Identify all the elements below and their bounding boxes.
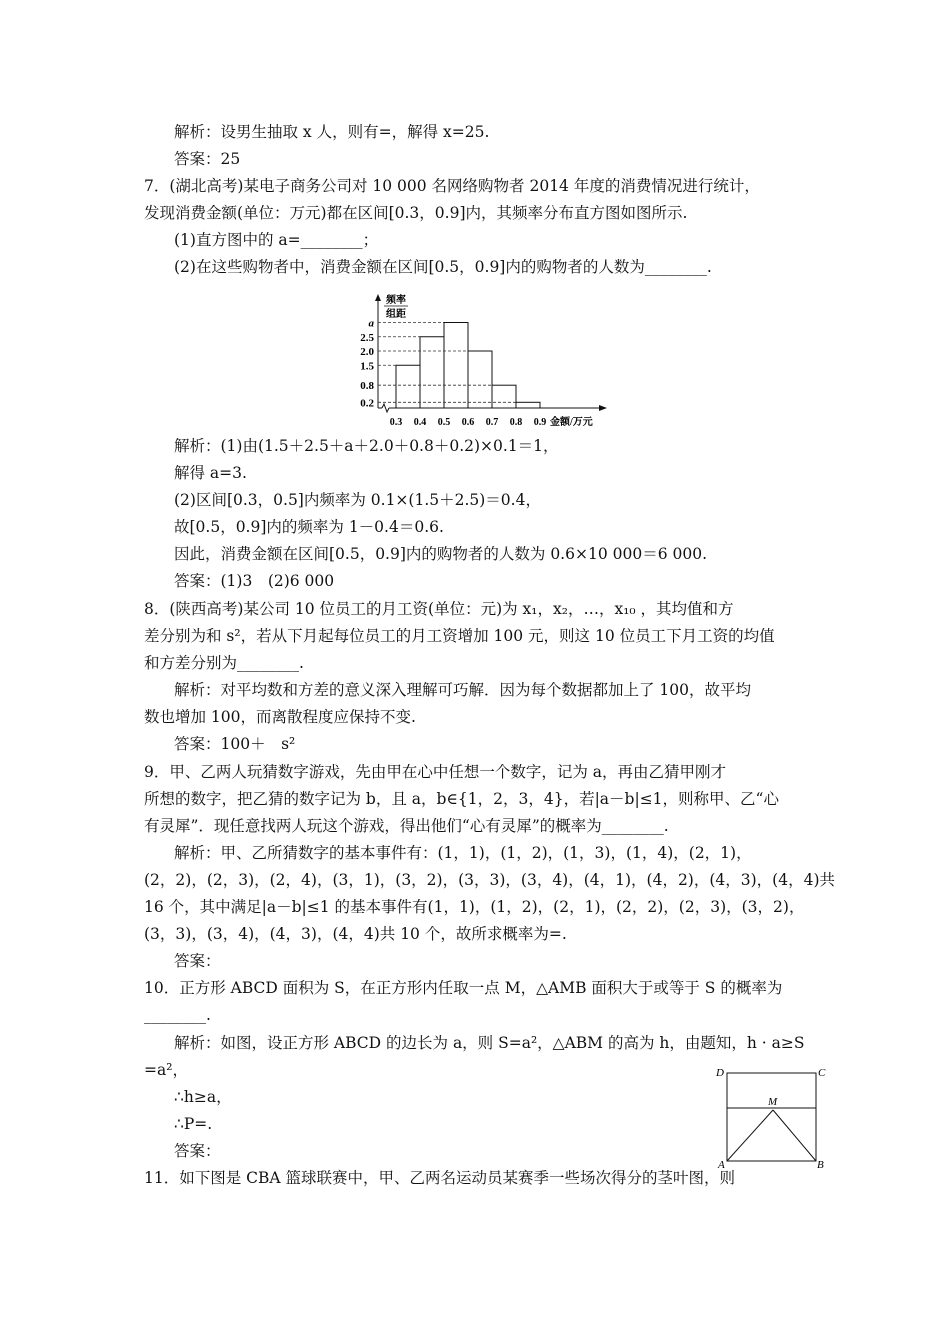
bar-3 bbox=[468, 351, 492, 408]
line-31: ∴h≥a， bbox=[174, 1088, 232, 1106]
x-axis-break bbox=[382, 404, 389, 412]
line-29: 解析：如图，设正方形 ABCD 的边长为 a，则 S=a²，△ABM 的高为 h，由题知，h · a≥S bbox=[174, 1034, 805, 1052]
label-a: A bbox=[718, 1159, 725, 1171]
y-label-top: 频率 bbox=[386, 295, 406, 306]
line-28: ________. bbox=[144, 1006, 211, 1024]
line-33: 答案： bbox=[174, 1142, 221, 1160]
line-32: ∴P=. bbox=[174, 1115, 213, 1133]
x-tick-label-1: 0.4 bbox=[413, 417, 427, 428]
x-tick-label-0: 0.3 bbox=[389, 417, 403, 428]
segment-am bbox=[727, 1110, 773, 1161]
line-14: 差分别为和 s²，若从下月起每位员工的月工资增加 100 元，则这 10 位员工下月工资的均值 bbox=[144, 627, 775, 645]
x-tick-label-4: 0.7 bbox=[485, 417, 499, 428]
segment-mb bbox=[773, 1110, 816, 1161]
line-10: 故[0.5，0.9]内的频率为 1－0.4＝0.6. bbox=[174, 518, 444, 536]
line-13: 8．(陕西高考)某公司 10 位员工的月工资(单位：元)为 x₁，x₂，…，x₁₀ ，其均值和方 bbox=[144, 600, 734, 618]
line-17: 数也增加 100，而离散程度应保持不变. bbox=[144, 708, 416, 726]
line-22: 解析：甲、乙所猜数字的基本事件有：(1，1)，(1，2)，(1，3)，(1，4)，(2，1)， bbox=[174, 844, 752, 862]
line-15: 和方差分别为________. bbox=[144, 654, 304, 672]
x-tick-label-3: 0.6 bbox=[461, 417, 475, 428]
y-tick-label-2: a bbox=[368, 317, 374, 330]
bar-2 bbox=[444, 323, 468, 409]
line-30: =a²， bbox=[144, 1061, 188, 1079]
line-21: 有灵犀”．现任意找两人玩这个游戏，得出他们“心有灵犀”的概率为________. bbox=[144, 817, 669, 835]
line-34: 11．如下图是 CBA 篮球联赛中，甲、乙两名运动员某赛季一些场次得分的茎叶图，则 bbox=[144, 1169, 736, 1187]
line-9: (2)区间[0.3，0.5]内频率为 0.1×(1.5＋2.5)＝0.4， bbox=[174, 491, 541, 509]
x-axis-label: 金额/万元 bbox=[550, 417, 593, 428]
label-d: D bbox=[716, 1067, 724, 1079]
histogram-chart bbox=[336, 288, 652, 430]
label-m: M bbox=[768, 1096, 778, 1108]
line-20: 所想的数字，把乙猜的数字记为 b，且 a，b∈{1，2，3，4}，若|a－b|≤1，则称甲、乙“心 bbox=[144, 790, 779, 808]
line-19: 9．甲、乙两人玩猜数字游戏，先由甲在心中任想一个数字，记为 a，再由乙猜甲刚才 bbox=[144, 763, 727, 781]
line-18: 答案：100＋ s² bbox=[174, 735, 296, 753]
label-c: C bbox=[818, 1067, 826, 1079]
y-axis-arrow bbox=[375, 294, 381, 301]
square-figure bbox=[710, 1064, 830, 1174]
line-4: 发现消费金额(单位：万元)都在区间[0.3，0.9]内，其频率分布直方图如图所示. bbox=[144, 204, 688, 222]
line-12: 答案：(1)3 (2)6 000 bbox=[174, 572, 335, 590]
bar-5 bbox=[516, 402, 540, 408]
square-outline bbox=[727, 1073, 816, 1161]
y-tick-label-4: 0.8 bbox=[360, 380, 374, 393]
line-5: (1)直方图中的 a=________； bbox=[174, 231, 379, 249]
line-26: 答案： bbox=[174, 952, 221, 970]
line-8: 解得 a=3. bbox=[174, 464, 247, 482]
x-tick-label-2: 0.5 bbox=[437, 417, 451, 428]
y-label-bottom: 组距 bbox=[386, 309, 406, 320]
line-3: 7．(湖北高考)某电子商务公司对 10 000 名网络购物者 2014 年度的消费情况进行统计， bbox=[144, 177, 760, 195]
bar-1 bbox=[420, 337, 444, 408]
line-27: 10．正方形 ABCD 面积为 S，在正方形内任取一点 M，△AMB 面积大于或等于 S 的概率为 bbox=[144, 979, 783, 997]
x-tick-label-6: 0.9 bbox=[533, 417, 547, 428]
y-tick-label-0: 1.5 bbox=[360, 360, 374, 373]
line-1: 解析：设男生抽取 x 人，则有=，解得 x=25. bbox=[174, 123, 490, 141]
line-6: (2)在这些购物者中，消费金额在区间[0.5，0.9]内的购物者的人数为________. bbox=[174, 258, 712, 276]
y-tick-label-5: 0.2 bbox=[360, 397, 374, 410]
bar-4 bbox=[492, 385, 516, 408]
x-tick-label-5: 0.8 bbox=[509, 417, 523, 428]
line-11: 因此，消费金额在区间[0.5，0.9]内的购物者的人数为 0.6×10 000＝6 000. bbox=[174, 545, 707, 563]
line-16: 解析：对平均数和方差的意义深入理解可巧解．因为每个数据都加上了 100，故平均 bbox=[174, 681, 752, 699]
line-23: (2，2)，(2，3)，(2，4)，(3，1)，(3，2)，(3，3)，(3，4)，(4，1)，(4，2)，(4，3)，(4，4)共 bbox=[144, 871, 835, 889]
y-tick-label-3: 2.0 bbox=[360, 346, 374, 358]
line-7: 解析：(1)由(1.5＋2.5＋a＋2.0＋0.8＋0.2)×0.1＝1， bbox=[174, 437, 559, 455]
label-b: B bbox=[817, 1159, 824, 1171]
line-25: (3，3)，(3，4)，(4，3)，(4，4)共 10 个，故所求概率为=. bbox=[144, 925, 567, 943]
x-axis-arrow bbox=[599, 405, 607, 411]
line-24: 16 个，其中满足|a－b|≤1 的基本事件有(1，1)，(1，2)，(2，1)，(2，2)，(2，3)，(3，2)， bbox=[144, 898, 805, 916]
bar-0 bbox=[396, 365, 420, 408]
line-2: 答案：25 bbox=[174, 150, 241, 168]
y-tick-label-1: 2.5 bbox=[360, 331, 374, 344]
